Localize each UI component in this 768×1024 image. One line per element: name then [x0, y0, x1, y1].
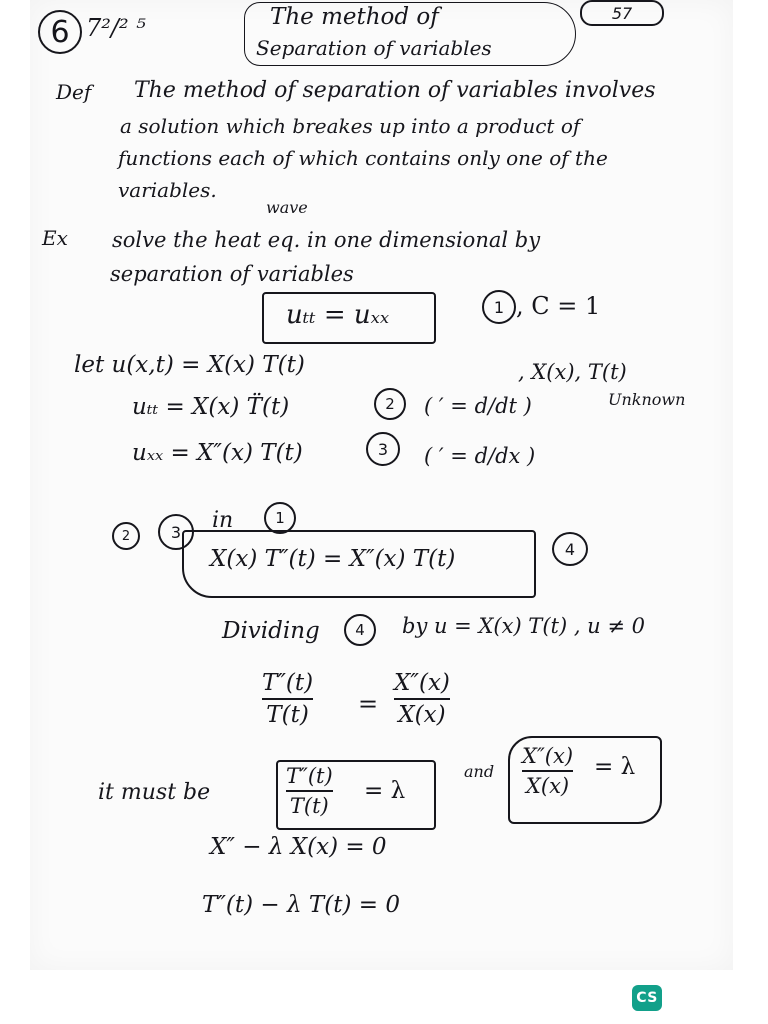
- ratio-left-bar: [262, 698, 313, 700]
- dividing-ref-circle: [344, 614, 376, 646]
- ratio-left-denominator: T(t): [266, 702, 309, 728]
- ratio-right-bar: [394, 698, 450, 700]
- dividing-word: Dividing: [222, 618, 320, 644]
- sub-b-label: 3: [170, 522, 182, 542]
- ratio-right-denominator: X(x): [398, 702, 446, 728]
- eq1-label: 1: [493, 297, 505, 317]
- ratio-equals: =: [358, 690, 379, 718]
- must-be-text: it must be: [98, 780, 211, 805]
- page-number-circle: [38, 10, 82, 54]
- corner-mark: 57: [611, 3, 633, 23]
- date-mark: 7²/² ⁵: [86, 14, 146, 42]
- lambda-x-numerator: X″(x): [522, 744, 574, 768]
- eq4-label-circle: [552, 532, 588, 566]
- example-line-2: separation of variables: [110, 262, 354, 286]
- camscanner-badge-label: CS: [636, 990, 658, 1006]
- page-number: 6: [50, 14, 70, 50]
- lambda-t-equals: = λ: [364, 778, 406, 804]
- definition-line-2: a solution which breakes up into a product of: [120, 114, 581, 138]
- unknown-word: Unknown: [608, 390, 686, 409]
- separated-equation: X(x) T″(t) = X″(x) T(t): [210, 546, 456, 572]
- definition-line-4: variables.: [118, 178, 217, 202]
- lambda-x-denominator: X(x): [525, 774, 570, 798]
- eq2-label: 2: [385, 395, 395, 413]
- sub-a-label: 2: [121, 528, 131, 544]
- corner-mark-circle: [580, 0, 664, 26]
- ratio-left-numerator: T″(t): [262, 670, 314, 696]
- eq3-label: 3: [377, 439, 389, 459]
- uxx-line: uₓₓ = X″(x) T(t): [132, 440, 303, 466]
- lambda-t-numerator: T″(t): [286, 764, 333, 788]
- and-word: and: [464, 762, 495, 781]
- ratio-left: [262, 670, 313, 728]
- ratio-right: [394, 670, 450, 728]
- eq1-label-circle: [482, 290, 516, 324]
- eq3-label-circle: [366, 432, 400, 466]
- title-brace: [244, 2, 576, 66]
- title-line-1: The method of: [270, 4, 439, 30]
- camscanner-badge: [632, 985, 662, 1011]
- sub-target-label: 1: [275, 509, 285, 527]
- sub-a-circle: [112, 522, 140, 550]
- definition-line-1: The method of separation of variables involves: [134, 78, 656, 103]
- c-value: , C = 1: [516, 292, 601, 320]
- lambda-t-bar: [286, 790, 333, 792]
- lambda-t-denominator: T(t): [289, 794, 329, 818]
- definition-line-3: functions each of which contains only one of the: [118, 146, 608, 170]
- example-tag: Ex: [42, 226, 68, 250]
- unknown-functions: , X(x), T(t): [518, 360, 627, 384]
- example-line-1: solve the heat eq. in one dimensional by: [112, 228, 541, 252]
- lambda-frac-t: [286, 764, 333, 818]
- title-line-2: Separation of variables: [256, 36, 492, 60]
- ode-x: X″ − λ X(x) = 0: [210, 834, 387, 860]
- dividing-rest: by u = X(x) T(t) , u ≠ 0: [402, 614, 645, 638]
- eq3-note: ( ′ = d/dx ): [424, 444, 536, 468]
- lambda-x-bar: [522, 770, 573, 772]
- dividing-ref-label: 4: [355, 621, 365, 639]
- eq2-note: ( ′ = d/dt ): [424, 394, 532, 418]
- ratio-right-numerator: X″(x): [394, 670, 450, 696]
- lambda-x-equals: = λ: [594, 754, 636, 780]
- lambda-frac-x: [522, 744, 573, 798]
- let-line: let u(x,t) = X(x) T(t): [74, 352, 305, 378]
- eq4-label: 4: [564, 539, 576, 559]
- eq2-label-circle: [374, 388, 406, 420]
- sub-in-word: in: [212, 508, 234, 533]
- ode-t: T″(t) − λ T(t) = 0: [202, 892, 400, 918]
- definition-tag: Def: [56, 80, 92, 104]
- utt-line: uₜₜ = X(x) T̈(t): [132, 394, 290, 420]
- pde-equation: uₜₜ = uₓₓ: [286, 300, 390, 330]
- example-insert-word: wave: [266, 198, 308, 217]
